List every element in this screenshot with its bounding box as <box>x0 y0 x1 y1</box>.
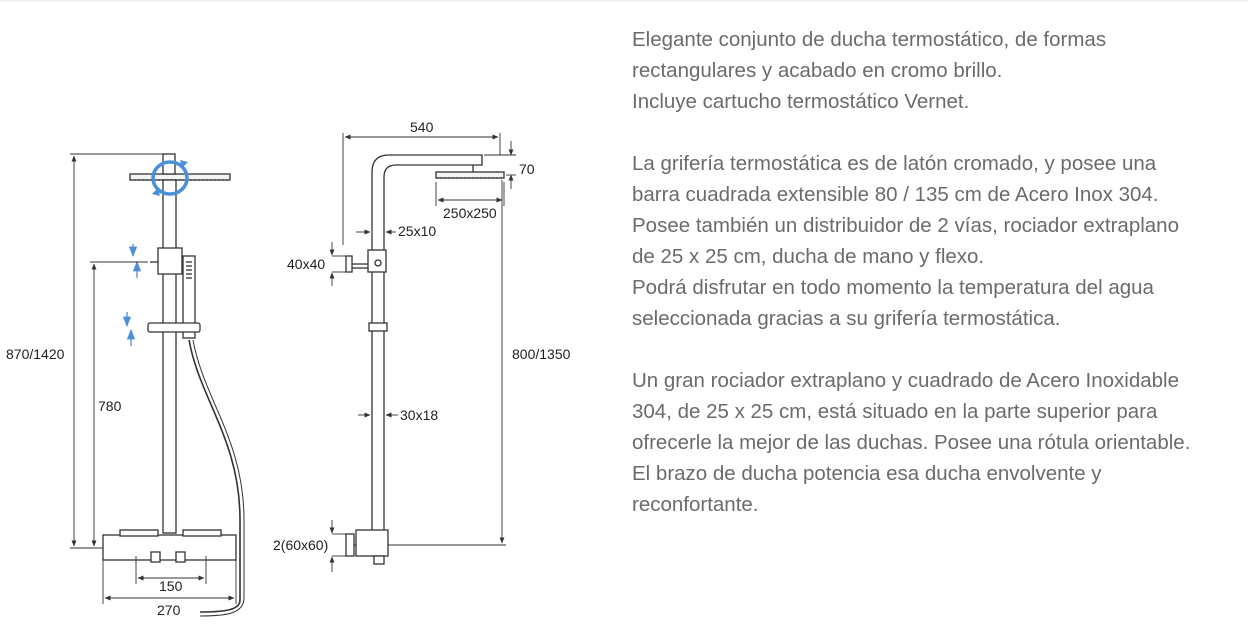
description-line: reconfortante. <box>632 493 759 516</box>
front-height-label: 870/1420 <box>6 346 65 362</box>
side-shower-head <box>436 172 504 178</box>
description-line: La grifería termostática es de latón cromado, y posee una <box>632 152 1157 175</box>
side-bar-label: 30x18 <box>400 407 439 423</box>
slider-adjust-arrows-icon <box>133 244 137 278</box>
technical-drawing <box>0 0 620 630</box>
description-line: rectangulares y acabado en cromo brillo. <box>632 59 1003 82</box>
side-arm-length-label: 540 <box>410 119 434 135</box>
description-paragraph <box>632 365 1244 520</box>
front-hose <box>189 340 240 612</box>
shelf-adjust-arrows-icon <box>127 312 131 346</box>
description-line: ofrecerle la mejor de las duchas. Posee una rótula orientable. <box>632 431 1191 454</box>
description-line: Posee también un distribuidor de 2 vías, rociador extraplano <box>632 214 1179 237</box>
description-line: Elegante conjunto de ducha termostático, de formas <box>632 28 1107 51</box>
front-view <box>103 154 244 616</box>
front-inlet-spacing-label: 150 <box>159 578 183 594</box>
side-dimensions <box>332 133 516 572</box>
description-line: de 25 x 25 cm, ducha de mano y flexo. <box>632 245 985 268</box>
description-line: El brazo de ducha potencia esa ducha envolvente y <box>632 462 1102 485</box>
description-line: Podrá disfrutar en todo momento la temperatura del agua <box>632 276 1154 299</box>
product-description <box>632 24 1244 551</box>
side-head-drop-label: 70 <box>519 161 535 177</box>
front-shelf <box>148 323 200 332</box>
front-main-bar <box>163 180 176 533</box>
side-slider <box>368 250 386 272</box>
front-slider <box>158 248 182 274</box>
description-line: 304, de 25 x 25 cm, está situado en la parte superior para <box>632 400 1158 423</box>
side-arm-label: 40x40 <box>287 256 326 272</box>
description-paragraph <box>632 24 1244 117</box>
side-head-size-label: 250x250 <box>443 205 497 221</box>
side-connections-label: 2(60x60) <box>273 537 329 553</box>
description-line: Incluye cartucho termostático Vernet. <box>632 90 970 113</box>
description-line: Un gran rociador extraplano y cuadrado de Acero Inoxidable <box>632 369 1180 392</box>
front-width-label: 270 <box>157 602 181 618</box>
front-shower-head <box>130 174 230 180</box>
side-upper-bar-label: 25x10 <box>398 223 437 239</box>
front-thermostat-body <box>103 535 236 560</box>
description-line: seleccionada gracias a su grifería termostática. <box>632 307 1061 330</box>
side-height-label: 800/1350 <box>512 346 571 362</box>
side-thermostat-body <box>356 530 388 556</box>
front-handshower-height-label: 780 <box>98 398 122 414</box>
description-line: barra cuadrada extensible 80 / 135 cm de Acero Inox 304. <box>632 183 1159 206</box>
description-paragraph <box>632 148 1244 334</box>
